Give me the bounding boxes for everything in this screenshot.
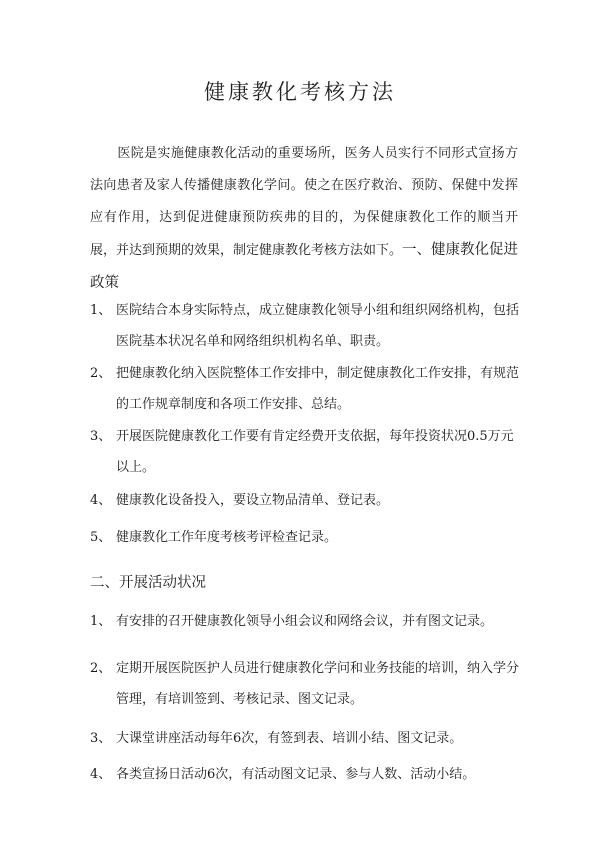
item-text: 大课堂讲座活动每年6次，有签到表、培训小结、图文记录。	[116, 731, 463, 746]
item-text: 各类宣扬日活动6次，有活动图文记录、参与人数、活动小结。	[116, 767, 476, 782]
list-item	[90, 522, 520, 553]
section2-heading: 二、开展活动状况	[90, 575, 206, 591]
item-number: 2、	[90, 366, 112, 381]
item-text: 健康教化设备投入，要设立物品清单、登记表。	[116, 493, 390, 508]
item-text: 健康教化工作年度考核考评检查记录。	[116, 530, 338, 545]
list-item	[90, 606, 520, 637]
list-item	[90, 723, 520, 754]
list-item	[90, 358, 520, 420]
intro-paragraph	[90, 138, 518, 300]
item-number: 5、	[90, 530, 112, 545]
list-item	[90, 759, 520, 790]
item-text: 定期开展医院医护人员进行健康教化学问和业务技能的培训，纳入学分	[116, 661, 520, 676]
item-number: 1、	[90, 303, 112, 318]
item-text: 有安排的召开健康教化领导小组会议和网络会议，并有图文记录。	[116, 614, 494, 629]
list-item	[90, 295, 520, 357]
item-number: 3、	[90, 429, 112, 444]
intro-text: 医院是实施健康教化活动的重要场所，医务人员实行不同形式宣扬方法向患者及家人传播健康教化学问。使之在医疗救治、预防、保健中发挥应有作用，达到促进健康预防疾弗的目的，为保健康教化工作的顺当开展，并达到预期的效果，制定健康教化考核方法如下。	[90, 146, 518, 258]
item-number: 2、	[90, 661, 112, 676]
list-item	[90, 653, 520, 715]
item-number: 3、	[90, 731, 112, 746]
list-item	[90, 485, 520, 516]
list-item	[90, 421, 520, 483]
section1-heading: 一、健康教化促进政策	[90, 242, 519, 291]
item-text-continued: 以上。	[116, 460, 156, 475]
item-text: 开展医院健康教化工作要有肯定经费开支依据，每年投资状况0.5万元	[116, 429, 514, 444]
item-number: 4、	[90, 493, 112, 508]
document-title: 健康教化考核方法	[204, 80, 396, 104]
item-number: 4、	[90, 767, 112, 782]
item-text-continued: 的工作规章制度和各项工作安排、总结。	[116, 397, 351, 412]
item-text-continued: 管理，有培训签到、考核记录、图文记录。	[116, 692, 364, 707]
item-text: 医院结合本身实际特点，成立健康教化领导小组和组织网络机构，包括	[116, 303, 520, 318]
item-number: 1、	[90, 614, 112, 629]
item-text: 把健康教化纳入医院整体工作安排中，制定健康教化工作安排，有规范	[116, 366, 520, 381]
item-text-continued: 医院基本状况名单和网络组织机构名单、职责。	[116, 334, 390, 349]
